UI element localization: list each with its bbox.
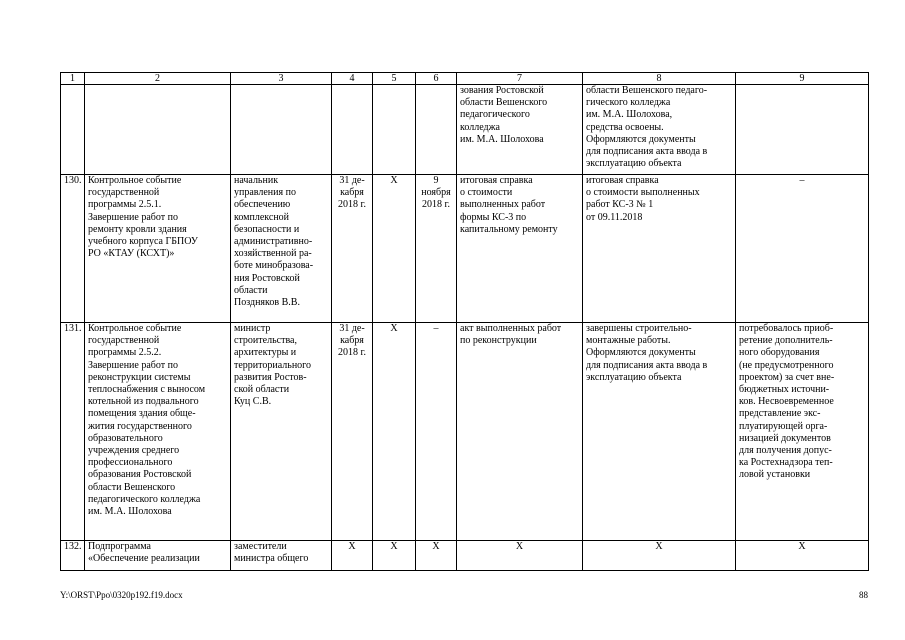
cell-line: – [799, 175, 805, 186]
cell-line: им. М.А. Шолохова [88, 506, 172, 518]
cell-line: Контрольное событие [88, 175, 182, 186]
cell-line: им. М.А. Шолохова [460, 133, 544, 145]
cell-line: ка Ростехнадзора теп- [739, 457, 833, 469]
cell-line: итоговая справка [460, 175, 533, 186]
cell-line: педагогического [460, 109, 530, 121]
cell-line: X [348, 541, 356, 552]
table-row [61, 323, 869, 541]
table-row [61, 541, 869, 571]
cell-line: 2018 г. [338, 199, 366, 211]
cell-line: «Обеспечение реализации [88, 553, 200, 565]
cell-line: о стоимости выполненных [586, 187, 700, 199]
cell-line: учебного корпуса ГБПОУ [88, 236, 198, 248]
cell-line: министра общего [234, 553, 309, 565]
cell-responsible [231, 175, 332, 323]
cell-result-actual [583, 85, 736, 175]
cell-line: административно- [234, 236, 313, 248]
cell-result-actual [583, 323, 736, 541]
cell-line: X [655, 541, 663, 552]
cell-line: Подпрограмма [88, 541, 151, 552]
cell-line: РО «КТАУ (КСХТ)» [88, 248, 175, 260]
cell-line: для подписания акта ввода в [586, 359, 708, 371]
cell-reasons [736, 323, 869, 541]
page-number: 88 [859, 590, 868, 600]
cell-result-planned [457, 175, 583, 323]
table-row [61, 85, 869, 175]
cell-result-planned [457, 323, 583, 541]
cell-line: ремонту кровли здания [88, 223, 187, 235]
cell-line: программы 2.5.1. [88, 199, 162, 211]
cell-line: монтажные работы. [586, 335, 671, 347]
cell-line: теплоснабжения с выносом [88, 384, 206, 396]
cell-line: начальник [234, 175, 279, 186]
cell-line: боте минобразова- [234, 260, 314, 272]
cell-line: заместители [234, 541, 287, 552]
cell-line: плуатирующей орга- [739, 420, 828, 432]
cell-line: 9 [433, 175, 439, 186]
header-cell-4: 4 [332, 73, 373, 85]
cell-reasons [736, 175, 869, 323]
cell-line: жития государственного [88, 420, 192, 432]
cell-line: ловой установки [739, 469, 811, 481]
cell-line: акт выполненных работ [460, 323, 562, 334]
cell-line: проектом) за счет вне- [739, 371, 835, 383]
cell-planned-date [332, 541, 373, 571]
cell-line: 31 де- [339, 323, 365, 334]
cell-line: гического колледжа [586, 97, 671, 109]
header-cell-7: 7 [457, 73, 583, 85]
cell-line: программы 2.5.2. [88, 347, 162, 359]
cell-line: области [234, 284, 268, 296]
cell-line: учреждения среднего [88, 445, 180, 457]
cell-line: итоговая справка [586, 175, 659, 186]
table-row [61, 175, 869, 323]
cell-line: безопасности и [234, 223, 300, 235]
header-cell-3: 3 [231, 73, 332, 85]
cell-line: – [433, 323, 439, 334]
cell-line: области Вешенского [88, 481, 176, 493]
cell-planned-date [332, 85, 373, 175]
cell-line: о стоимости [460, 187, 513, 199]
cell-line: (не предусмотренного [739, 359, 834, 371]
cell-line: педагогического колледжа [88, 493, 201, 505]
header-cell-8: 8 [583, 73, 736, 85]
cell-event [85, 175, 231, 323]
cell-line: по реконструкции [460, 335, 537, 347]
cell-line: государственной [88, 187, 160, 199]
cell-line: министр [234, 323, 271, 334]
cell-line: формы КС-3 по [460, 211, 527, 223]
cell-event [85, 85, 231, 175]
cell-event [85, 323, 231, 541]
cell-line: Поздняков В.В. [234, 297, 300, 309]
cell-line: управления по [234, 187, 296, 199]
cell-col5 [373, 85, 416, 175]
cell-line: ков. Несвоевременное [739, 396, 834, 408]
cell-line: ноября [421, 187, 451, 199]
cell-result-actual [583, 175, 736, 323]
cell-col5: X [373, 323, 416, 541]
footer-file-path: Y:\ORST\Ppo\0320p192.f19.docx [60, 590, 183, 600]
cell-responsible [231, 85, 332, 175]
cell-line: от 09.11.2018 [586, 211, 643, 223]
cell-result-planned [457, 541, 583, 571]
cell-line: колледжа [460, 121, 500, 133]
cell-responsible [231, 323, 332, 541]
cell-line: помещения здания обще- [88, 408, 196, 420]
cell-line: государственной [88, 335, 160, 347]
cell-line: для получения допус- [739, 445, 832, 457]
cell-responsible [231, 541, 332, 571]
cell-line: ской области [234, 384, 290, 396]
cell-line: ния Ростовской [234, 272, 300, 284]
cell-actual-date [416, 85, 457, 175]
cell-line: области Вешенского [460, 97, 548, 109]
cell-line: образования Ростовской [88, 469, 192, 481]
cell-line: кабря [340, 335, 364, 347]
cell-line: архитектуры и [234, 347, 297, 359]
cell-line: ретение дополнитель- [739, 335, 833, 347]
cell-line: низацией документов [739, 432, 831, 444]
cell-line: строительства, [234, 335, 297, 347]
header-cell-5: 5 [373, 73, 416, 85]
cell-line: 2018 г. [422, 199, 450, 211]
cell-line: капитальному ремонту [460, 223, 558, 235]
cell-line: зования Ростовской [460, 85, 544, 96]
header-row [61, 73, 869, 85]
cell-line: реконструкции системы [88, 371, 191, 383]
cell-planned-date [332, 323, 373, 541]
cell-line: области Вешенского педаго- [586, 85, 708, 96]
cell-actual-date [416, 541, 457, 571]
cell-line: кабря [340, 187, 364, 199]
cell-line: X [515, 541, 524, 552]
cell-actual-date [416, 175, 457, 323]
table-body [61, 73, 869, 571]
cell-line: работ КС-3 № 1 [586, 199, 654, 211]
cell-number: 130. [61, 175, 85, 323]
main-table [60, 72, 869, 571]
cell-number [61, 85, 85, 175]
cell-reasons [736, 541, 869, 571]
cell-event [85, 541, 231, 571]
cell-line: X [432, 541, 440, 552]
cell-line: ного оборудования [739, 347, 820, 359]
cell-line: Завершение работ по [88, 211, 178, 223]
cell-line: им. М.А. Шолохова, [586, 109, 673, 121]
cell-line: Контрольное событие [88, 323, 182, 334]
cell-line: котельной из подвального [88, 396, 199, 408]
cell-line: завершены строительно- [586, 323, 692, 334]
cell-line: эксплуатацию объекта [586, 371, 682, 383]
header-cell-2: 2 [85, 73, 231, 85]
header-cell-9: 9 [736, 73, 869, 85]
cell-number: 132. [61, 541, 85, 571]
cell-line: X [798, 541, 806, 552]
cell-col5: X [373, 175, 416, 323]
cell-line: комплексной [234, 211, 290, 223]
cell-reasons [736, 85, 869, 175]
cell-line: хозяйственной ра- [234, 248, 312, 260]
cell-line: развития Ростов- [234, 371, 307, 383]
cell-line: представление экс- [739, 408, 821, 420]
cell-line: территориального [234, 359, 312, 371]
cell-line: эксплуатацию объекта [586, 158, 682, 170]
cell-number: 131. [61, 323, 85, 541]
cell-line: средства освоены. [586, 121, 664, 133]
cell-line: Куц С.В. [234, 396, 272, 408]
cell-line: Завершение работ по [88, 359, 178, 371]
cell-line: образовательного [88, 432, 163, 444]
cell-line: Оформляются документы [586, 133, 696, 145]
cell-result-actual [583, 541, 736, 571]
cell-line: 2018 г. [338, 347, 366, 359]
cell-line: Оформляются документы [586, 347, 696, 359]
cell-result-planned [457, 85, 583, 175]
cell-line: выполненных работ [460, 199, 546, 211]
header-cell-1: 1 [61, 73, 85, 85]
cell-line: 31 де- [339, 175, 365, 186]
cell-line: бюджетных источни- [739, 384, 830, 396]
cell-actual-date [416, 323, 457, 541]
cell-planned-date [332, 175, 373, 323]
cell-line: профессионального [88, 457, 173, 469]
cell-line: для подписания акта ввода в [586, 146, 708, 158]
cell-col5: X [373, 541, 416, 571]
cell-line: потребовалось приоб- [739, 323, 834, 334]
header-cell-6: 6 [416, 73, 457, 85]
cell-line: обеспечению [234, 199, 291, 211]
